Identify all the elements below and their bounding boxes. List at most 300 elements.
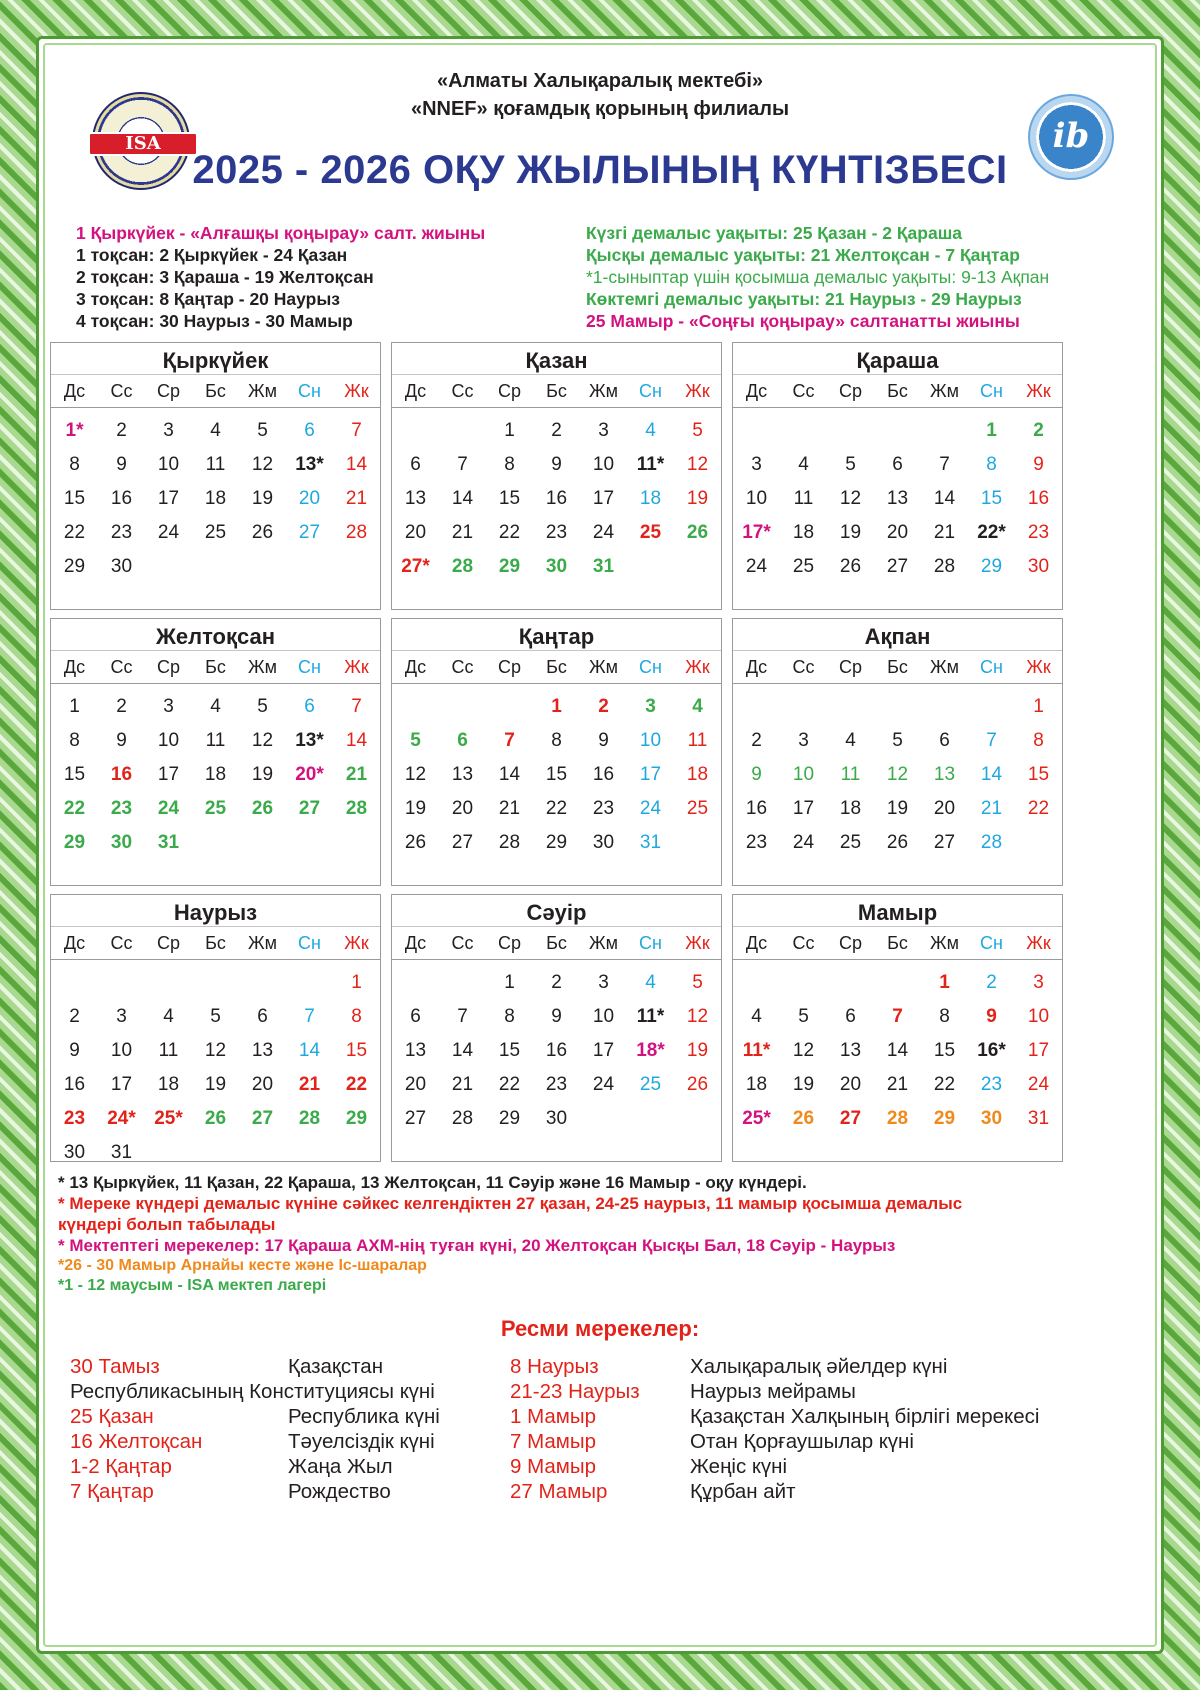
weekday-label: Жм: [248, 381, 277, 401]
day-cell: [439, 412, 486, 446]
day-cell: 20: [251, 1074, 274, 1095]
holiday-name: Тәуелсіздік күні: [288, 1430, 435, 1453]
day-cell: 14: [345, 454, 368, 475]
day-cell: 16: [110, 488, 133, 509]
holiday-row: [70, 1404, 540, 1429]
official-holidays-left: [70, 1354, 540, 1504]
day-cell: 23: [592, 798, 615, 819]
day-cell: 5: [692, 420, 703, 441]
day-cell: 30: [545, 556, 568, 577]
day-cell: 19: [204, 1074, 227, 1095]
week-row: [733, 412, 1062, 446]
day-cell: 13*: [295, 730, 324, 751]
day-cell: 19: [251, 764, 274, 785]
day-cell: 7: [939, 454, 950, 475]
day-cell: 25: [639, 522, 662, 543]
month-title: Қыркүйек: [51, 343, 380, 375]
day-cell: 29: [63, 556, 86, 577]
day-cell: 23: [545, 1074, 568, 1095]
day-cell: [874, 964, 921, 998]
day-cell: 22*: [977, 522, 1006, 543]
week-row: [733, 722, 1062, 756]
day-cell: 24: [157, 522, 180, 543]
day-cell: 5: [892, 730, 903, 751]
day-cell: [192, 548, 239, 582]
day-cell: 29: [933, 1108, 956, 1129]
day-cell: [286, 964, 333, 998]
weekday-label: Сн: [639, 657, 662, 677]
day-cell: 26: [886, 832, 909, 853]
day-cell: 17: [792, 798, 815, 819]
day-cell: [921, 688, 968, 722]
official-holidays-title: Ресми мерекелер:: [500, 1316, 700, 1341]
day-cell: [733, 412, 780, 446]
school-name: «Алматы Халықаралық мектебі»: [436, 70, 764, 92]
day-cell: 26: [686, 1074, 709, 1095]
holiday-name: Наурыз мейрамы: [690, 1380, 856, 1403]
weekday-label: Сс: [451, 933, 474, 953]
week-row: [733, 480, 1062, 514]
day-cell: 20: [839, 1074, 862, 1095]
holiday-row: [70, 1454, 540, 1479]
isa-logo-text: ISA: [88, 132, 198, 156]
foundation-name: «NNEF» қоғамдық қорының филиалы: [410, 98, 790, 120]
day-cell: 20: [451, 798, 474, 819]
day-cell: [827, 412, 874, 446]
weekday-label: Дс: [745, 657, 768, 677]
day-cell: 13: [251, 1040, 274, 1061]
day-cell: 1: [351, 972, 362, 993]
day-cell: 24: [1027, 1074, 1050, 1095]
day-cell: 11: [793, 488, 814, 509]
day-cell: [733, 964, 780, 998]
day-cell: 18: [792, 522, 815, 543]
week-row: [51, 722, 380, 756]
day-cell: 3: [116, 1006, 127, 1027]
holiday-name: Отан Қорғаушылар күні: [690, 1430, 914, 1453]
holiday-row: [70, 1479, 540, 1504]
day-cell: 23: [745, 832, 768, 853]
day-cell: 18: [157, 1074, 180, 1095]
day-cell: [239, 824, 286, 858]
day-cell: 27: [839, 1108, 862, 1129]
week-row: [392, 824, 721, 858]
day-cell: 24: [157, 798, 180, 819]
weekday-label: Ср: [156, 933, 180, 953]
day-cell: 3: [598, 420, 609, 441]
month-calendar: [50, 894, 381, 1162]
day-cell: 25: [686, 798, 709, 819]
month-divider: [392, 959, 721, 960]
day-cell: 1: [69, 696, 80, 717]
day-cell: 6: [457, 730, 468, 751]
day-cell: 4: [751, 1006, 762, 1027]
day-cell: 21: [451, 522, 474, 543]
weekday-label: Сс: [451, 381, 474, 401]
weekday-label: Дс: [404, 933, 427, 953]
day-cell: 7: [457, 1006, 468, 1027]
month-divider: [51, 407, 380, 408]
day-cell: 19: [792, 1074, 815, 1095]
day-cell: 17*: [742, 522, 771, 543]
day-cell: [486, 688, 533, 722]
month-calendar: [732, 618, 1063, 886]
day-cell: 11*: [742, 1040, 771, 1061]
day-cell: [333, 824, 380, 858]
day-cell: 10: [110, 1040, 133, 1061]
day-cell: 19: [686, 488, 709, 509]
day-cell: 2: [116, 696, 127, 717]
day-cell: 20: [404, 1074, 427, 1095]
day-cell: 22: [498, 522, 521, 543]
day-cell: 7: [351, 420, 362, 441]
day-cell: 19: [404, 798, 427, 819]
weekday-label: Дс: [404, 381, 427, 401]
weekday-label: Сн: [298, 381, 321, 401]
day-cell: 29: [63, 832, 86, 853]
day-cell: 27: [404, 1108, 427, 1129]
day-cell: 20: [298, 488, 321, 509]
day-cell: 6: [304, 420, 315, 441]
day-cell: 4: [163, 1006, 174, 1027]
day-cell: 17: [592, 488, 615, 509]
day-cell: 6: [939, 730, 950, 751]
month-calendar: [50, 618, 381, 886]
week-row: [733, 790, 1062, 824]
month-title: Мамыр: [733, 895, 1062, 927]
day-cell: 9: [551, 454, 562, 475]
day-cell: [51, 964, 98, 998]
day-cell: 13: [839, 1040, 862, 1061]
day-cell: 2: [116, 420, 127, 441]
day-cell: 2: [751, 730, 762, 751]
day-cell: 5: [257, 420, 268, 441]
calendar-page: [42, 42, 1158, 1648]
week-row: [392, 480, 721, 514]
day-cell: 8: [551, 730, 562, 751]
day-cell: 29: [498, 1108, 521, 1129]
weekday-label: Ср: [156, 381, 180, 401]
month-divider: [392, 683, 721, 684]
day-cell: 1: [986, 420, 997, 441]
weekday-label: Сс: [110, 381, 133, 401]
day-cell: 15: [933, 1040, 956, 1061]
day-cell: 1: [504, 972, 515, 993]
holiday-name: Республикасының Конституциясы күні: [70, 1380, 435, 1403]
month-weeks: [51, 405, 380, 582]
day-cell: 17: [157, 764, 180, 785]
day-cell: 3: [798, 730, 809, 751]
day-cell: 9: [751, 764, 762, 785]
day-cell: 12: [251, 730, 274, 751]
day-cell: [98, 964, 145, 998]
holiday-name: Құрбан айт: [690, 1480, 796, 1503]
day-cell: 28: [498, 832, 521, 853]
day-cell: [968, 688, 1015, 722]
day-cell: 28: [886, 1108, 909, 1129]
day-cell: 8: [351, 1006, 362, 1027]
month-weeks: [51, 681, 380, 858]
info-line: 4 тоқсан: 30 Наурыз - 30 Мамыр: [76, 311, 353, 331]
weekday-label: Сн: [298, 933, 321, 953]
day-cell: 24: [592, 1074, 615, 1095]
day-cell: 16: [745, 798, 768, 819]
info-line: 2 тоқсан: 3 Қараша - 19 Желтоқсан: [76, 267, 374, 287]
day-cell: 10: [592, 454, 615, 475]
day-cell: 29: [345, 1108, 368, 1129]
day-cell: 1: [504, 420, 515, 441]
day-cell: 22: [545, 798, 568, 819]
weekday-label: Жк: [344, 657, 369, 677]
day-cell: 21: [886, 1074, 909, 1095]
day-cell: [192, 1134, 239, 1168]
day-cell: 30: [110, 832, 133, 853]
day-cell: 11: [158, 1040, 179, 1061]
day-cell: 18: [204, 488, 227, 509]
day-cell: 16: [545, 488, 568, 509]
weekday-label: Ср: [838, 381, 862, 401]
week-row: [392, 756, 721, 790]
day-cell: 6: [892, 454, 903, 475]
day-cell: [674, 824, 721, 858]
holiday-row: [70, 1354, 540, 1379]
day-cell: 4: [798, 454, 809, 475]
day-cell: 9: [598, 730, 609, 751]
day-cell: 18: [639, 488, 662, 509]
day-cell: 25: [204, 522, 227, 543]
month-divider: [733, 959, 1062, 960]
week-row: [51, 1032, 380, 1066]
week-row: [392, 1066, 721, 1100]
day-cell: 30: [545, 1108, 568, 1129]
day-cell: 15: [1027, 764, 1050, 785]
day-cell: 26: [839, 556, 862, 577]
month-divider: [392, 407, 721, 408]
month-weeks: [392, 681, 721, 858]
day-cell: 4: [692, 696, 703, 717]
day-cell: 14: [345, 730, 368, 751]
day-cell: 22: [345, 1074, 368, 1095]
weekday-label: Бс: [546, 933, 567, 953]
term-dates-list: [76, 222, 576, 332]
day-cell: 10: [639, 730, 662, 751]
day-cell: 6: [304, 696, 315, 717]
day-cell: 28: [980, 832, 1003, 853]
day-cell: 4: [210, 696, 221, 717]
weekday-label: Бс: [887, 933, 908, 953]
page-title: 2025 - 2026 ОҚУ ЖЫЛЫНЫҢ КҮНТІЗБЕСІ: [192, 148, 1008, 192]
day-cell: [674, 1100, 721, 1134]
week-row: [392, 514, 721, 548]
footnote: *1 - 12 маусым - ISA мектеп лагері: [58, 1277, 327, 1294]
month-divider: [51, 683, 380, 684]
footnote: * Мектептегі мерекелер: 17 Қараша АХМ-нің туған күні, 20 Желтоқсан Қысқы Бал, 18 Сәуір - Наурыз: [58, 1236, 896, 1255]
footnote: *26 - 30 Мамыр Арнайы кесте және Іс-шаралар: [58, 1257, 427, 1274]
holiday-date: 27 Мамыр: [510, 1480, 608, 1503]
day-cell: 27: [933, 832, 956, 853]
day-cell: [333, 548, 380, 582]
holiday-row: [510, 1429, 1110, 1454]
footnote: күндері болып табылады: [58, 1215, 276, 1234]
week-row: [392, 412, 721, 446]
day-cell: 14: [451, 1040, 474, 1061]
day-cell: [780, 688, 827, 722]
info-line: Көктемгі демалыс уақыты: 21 Наурыз - 29 Наурыз: [586, 289, 1022, 309]
day-cell: 30: [592, 832, 615, 853]
day-cell: 17: [157, 488, 180, 509]
week-row: [392, 548, 721, 582]
day-cell: 28: [933, 556, 956, 577]
week-row: [733, 756, 1062, 790]
day-cell: 6: [257, 1006, 268, 1027]
weekday-header: [733, 375, 1062, 405]
day-cell: 16: [592, 764, 615, 785]
weekday-label: Сн: [980, 657, 1003, 677]
day-cell: 29: [498, 556, 521, 577]
weekday-label: Бс: [205, 657, 226, 677]
day-cell: 4: [645, 972, 656, 993]
weekday-label: Жк: [685, 381, 710, 401]
day-cell: 1*: [65, 420, 84, 441]
day-cell: 26: [792, 1108, 815, 1129]
day-cell: 6: [410, 1006, 421, 1027]
weekday-label: Ср: [497, 657, 521, 677]
day-cell: 9: [116, 454, 127, 475]
month-calendar: [732, 342, 1063, 610]
day-cell: 12: [686, 454, 709, 475]
day-cell: 21: [298, 1074, 321, 1095]
month-weeks: [733, 405, 1062, 582]
day-cell: 25: [639, 1074, 662, 1095]
day-cell: [627, 1100, 674, 1134]
holiday-date: 1 Мамыр: [510, 1405, 597, 1428]
weekday-label: Жк: [344, 381, 369, 401]
weekday-label: Сн: [298, 657, 321, 677]
weekday-label: Ср: [838, 933, 862, 953]
day-cell: 18: [204, 764, 227, 785]
week-row: [51, 756, 380, 790]
holiday-row: [510, 1454, 1110, 1479]
holiday-name: Рождество: [288, 1480, 391, 1503]
day-cell: 24: [792, 832, 815, 853]
week-row: [51, 688, 380, 722]
day-cell: 10: [592, 1006, 615, 1027]
holiday-date: 7 Мамыр: [510, 1430, 597, 1453]
weekday-label: Жм: [589, 381, 618, 401]
day-cell: 23: [110, 522, 133, 543]
holiday-name: Республика күні: [288, 1405, 440, 1428]
weekday-label: Дс: [63, 381, 86, 401]
day-cell: 20: [886, 522, 909, 543]
info-line: 1 тоқсан: 2 Қыркүйек - 24 Қазан: [76, 245, 348, 265]
week-row: [733, 446, 1062, 480]
weekday-label: Дс: [745, 381, 768, 401]
day-cell: 15: [498, 488, 521, 509]
day-cell: 30: [110, 556, 133, 577]
holiday-date: 30 Тамыз: [70, 1355, 160, 1378]
day-cell: 16*: [977, 1040, 1006, 1061]
day-cell: 14: [933, 488, 956, 509]
week-row: [392, 722, 721, 756]
weekday-header: [51, 651, 380, 681]
weekday-label: Сн: [639, 933, 662, 953]
day-cell: 18: [745, 1074, 768, 1095]
day-cell: 15: [498, 1040, 521, 1061]
day-cell: 16: [545, 1040, 568, 1061]
day-cell: 7: [892, 1006, 903, 1027]
day-cell: 14: [451, 488, 474, 509]
day-cell: 3: [598, 972, 609, 993]
day-cell: 9: [986, 1006, 997, 1027]
weekday-label: Ср: [156, 657, 180, 677]
holiday-name: Жаңа Жыл: [288, 1455, 393, 1478]
day-cell: 4: [210, 420, 221, 441]
day-cell: 29: [980, 556, 1003, 577]
weekday-label: Бс: [546, 381, 567, 401]
day-cell: 7: [304, 1006, 315, 1027]
day-cell: [145, 1134, 192, 1168]
holiday-row: [510, 1479, 1110, 1504]
day-cell: 5: [845, 454, 856, 475]
weekday-label: Сн: [639, 381, 662, 401]
day-cell: [827, 964, 874, 998]
weekday-label: Жк: [1026, 381, 1051, 401]
day-cell: [439, 688, 486, 722]
day-cell: 2: [986, 972, 997, 993]
month-weeks: [392, 957, 721, 1134]
month-title: Наурыз: [51, 895, 380, 927]
weekday-label: Бс: [546, 657, 567, 677]
day-cell: 22: [63, 522, 86, 543]
day-cell: 19: [886, 798, 909, 819]
month-calendar: [732, 894, 1063, 1162]
day-cell: 7: [351, 696, 362, 717]
day-cell: 7: [504, 730, 515, 751]
weekday-label: Дс: [63, 933, 86, 953]
info-line: Күзгі демалыс уақыты: 25 Қазан - 2 Қараша: [586, 223, 963, 243]
day-cell: 26: [404, 832, 427, 853]
week-row: [51, 998, 380, 1032]
day-cell: 11: [687, 730, 708, 751]
weekday-label: Сс: [451, 657, 474, 677]
weekday-label: Жм: [930, 381, 959, 401]
day-cell: 25: [792, 556, 815, 577]
weekday-label: Жк: [1026, 657, 1051, 677]
day-cell: 1: [551, 696, 562, 717]
vacation-dates-list: [586, 222, 1146, 332]
day-cell: 26: [251, 798, 274, 819]
day-cell: 19: [251, 488, 274, 509]
week-row: [392, 1032, 721, 1066]
day-cell: [580, 1100, 627, 1134]
weekday-label: Ср: [497, 933, 521, 953]
holiday-row: [510, 1379, 1110, 1404]
day-cell: 16: [110, 764, 133, 785]
holiday-name: Халықаралық әйелдер күні: [690, 1355, 948, 1378]
month-title: Қазан: [392, 343, 721, 375]
day-cell: [192, 964, 239, 998]
weekday-label: Сн: [980, 381, 1003, 401]
week-row: [51, 1134, 380, 1168]
weekday-label: Бс: [205, 933, 226, 953]
weekday-label: Сс: [792, 381, 815, 401]
week-row: [51, 1066, 380, 1100]
day-cell: 21: [980, 798, 1003, 819]
day-cell: 5: [692, 972, 703, 993]
day-cell: 27: [298, 798, 321, 819]
day-cell: 22: [933, 1074, 956, 1095]
holiday-row: [510, 1404, 1110, 1429]
